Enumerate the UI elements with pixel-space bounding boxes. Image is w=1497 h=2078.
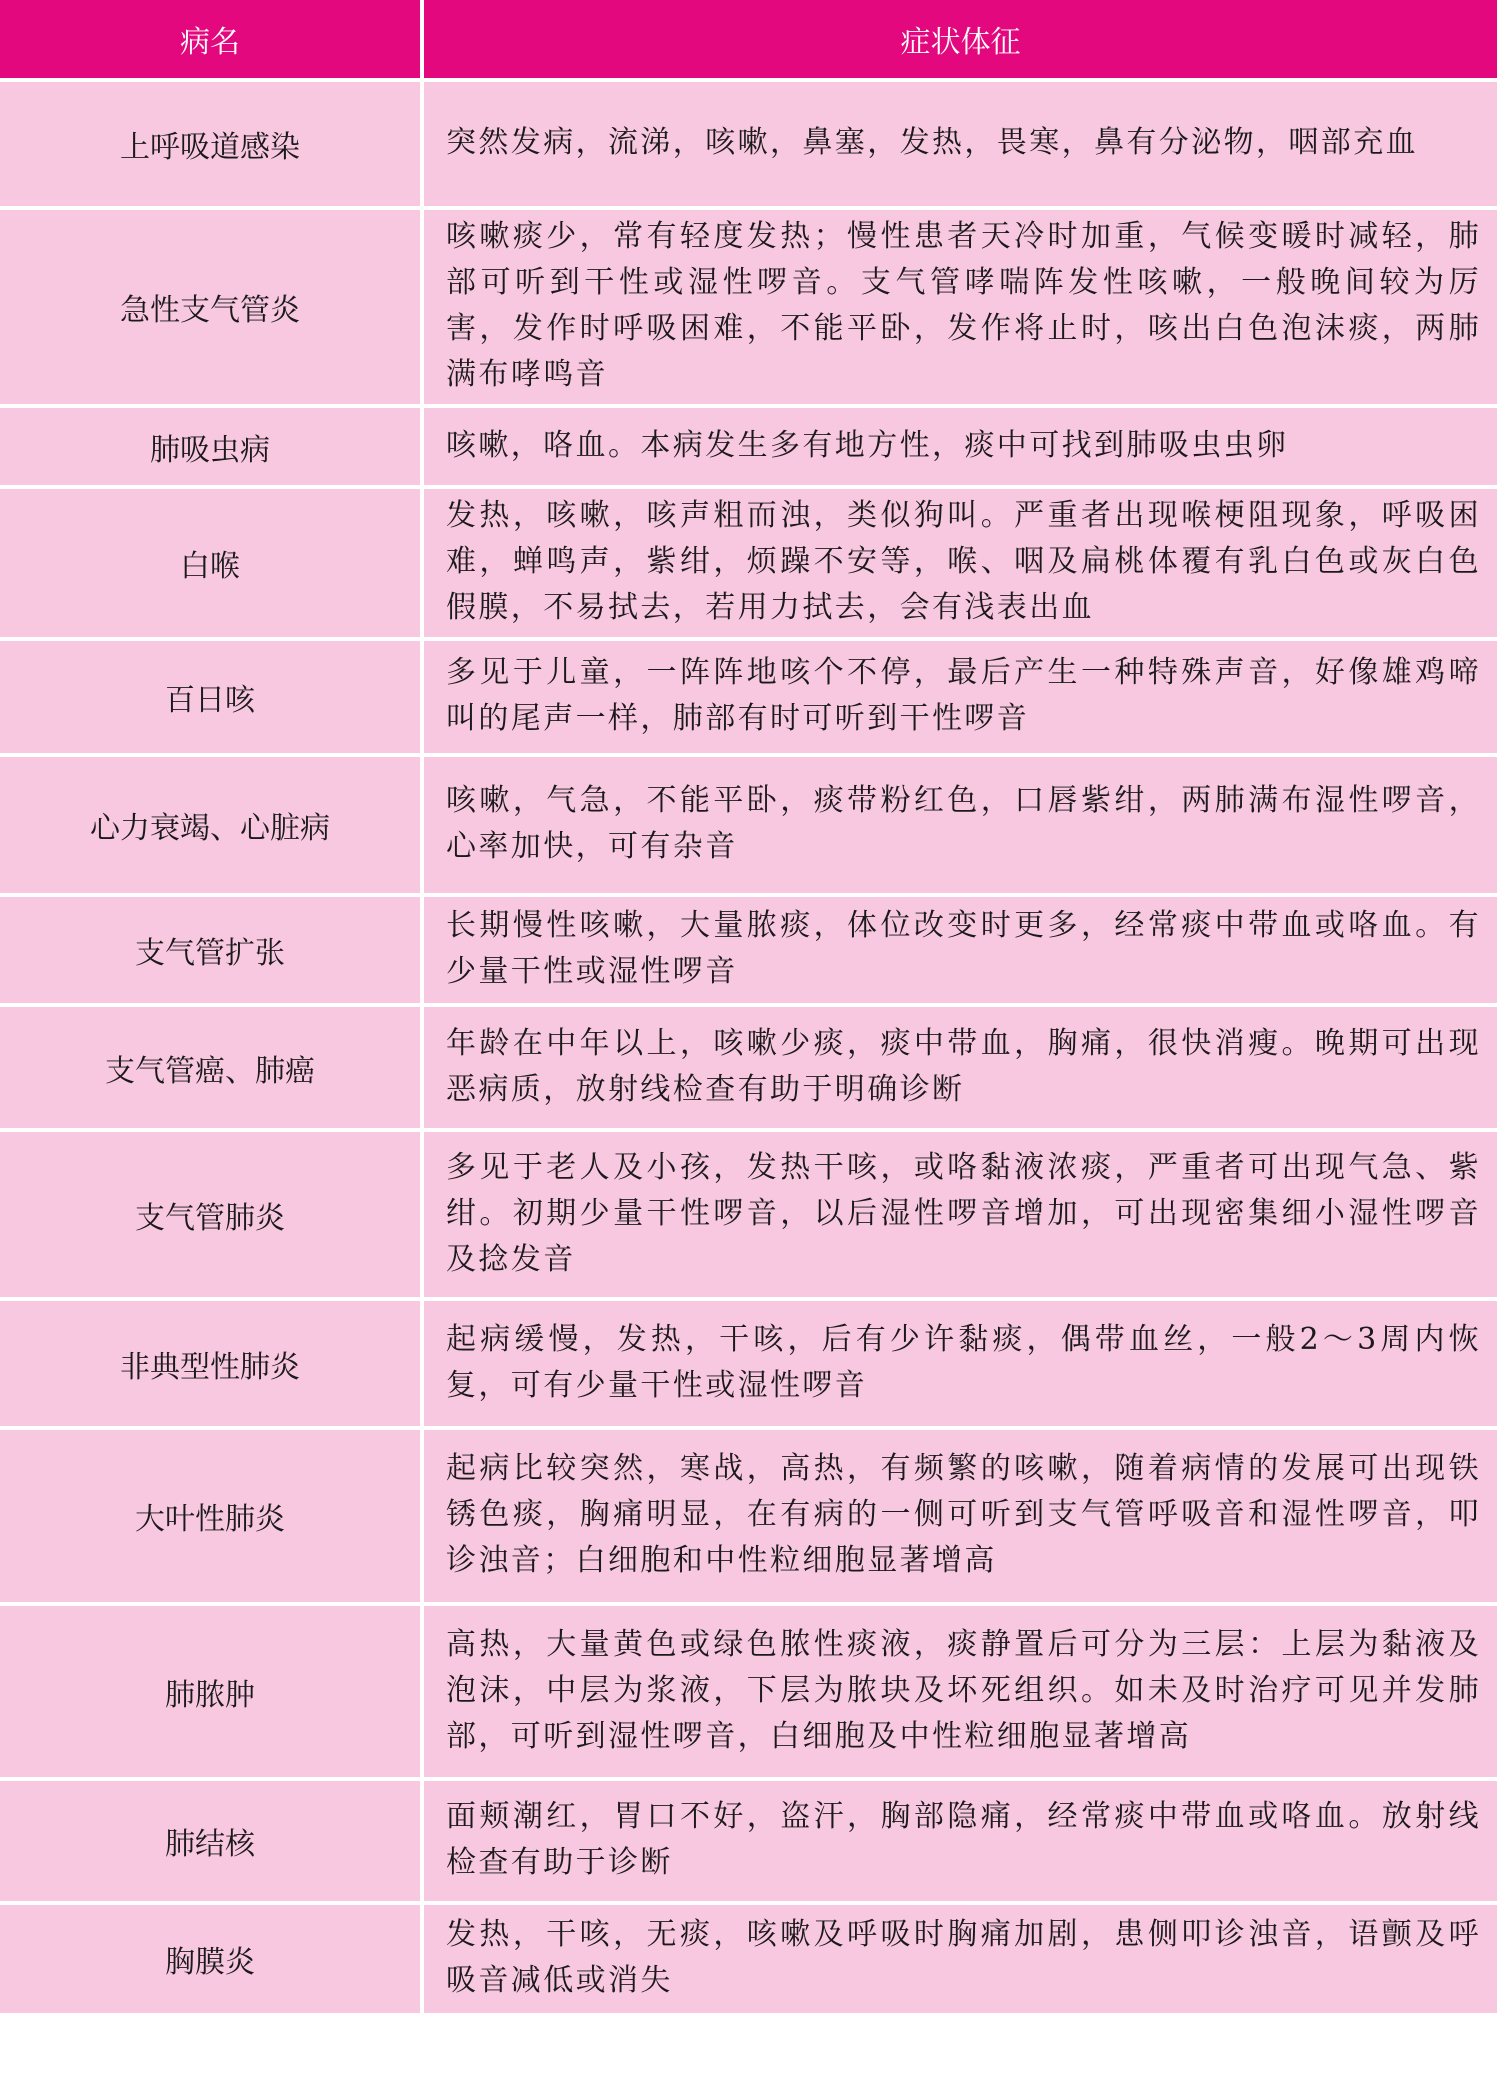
disease-name: 胸膜炎 [0,1905,424,2013]
table-row [0,1007,1497,1132]
disease-name: 肺吸虫病 [0,408,424,489]
header-disease-name: 病名 [0,0,424,82]
symptom-text: 面颊潮红，胃口不好，盗汗，胸部隐痛，经常痰中带血或咯血。放射线检查有助于诊断 [424,1781,1497,1905]
disease-name: 上呼吸道感染 [0,82,424,210]
table-header-row [0,0,1497,82]
disease-name: 肺结核 [0,1781,424,1905]
disease-name: 支气管癌、肺癌 [0,1007,424,1132]
disease-name: 大叶性肺炎 [0,1430,424,1606]
table-row [0,1905,1497,2013]
header-symptoms: 症状体征 [424,0,1497,82]
disease-name: 肺脓肿 [0,1606,424,1781]
symptom-text: 长期慢性咳嗽，大量脓痰，体位改变时更多，经常痰中带血或咯血。有少量干性或湿性啰音 [424,897,1497,1007]
table-row [0,1430,1497,1606]
disease-name: 非典型性肺炎 [0,1301,424,1430]
table-row [0,489,1497,641]
disease-name: 白喉 [0,489,424,641]
symptom-text: 发热，咳嗽，咳声粗而浊，类似狗叫。严重者出现喉梗阻现象，呼吸困难，蝉鸣声，紫绀，烦躁不安等，喉、咽及扁桃体覆有乳白色或灰白色假膜，不易拭去，若用力拭去，会有浅表出血 [424,489,1497,641]
symptom-text: 发热，干咳，无痰，咳嗽及呼吸时胸痛加剧，患侧叩诊浊音，语颤及呼吸音减低或消失 [424,1905,1497,2013]
symptom-text: 突然发病，流涕，咳嗽，鼻塞，发热，畏寒，鼻有分泌物，咽部充血 [424,82,1497,210]
symptom-text: 起病比较突然，寒战，高热，有频繁的咳嗽，随着病情的发展可出现铁锈色痰，胸痛明显，在有病的一侧可听到支气管呼吸音和湿性啰音，叩诊浊音；白细胞和中性粒细胞显著增高 [424,1430,1497,1606]
symptom-text: 咳嗽痰少，常有轻度发热；慢性患者天冷时加重，气候变暖时减轻，肺部可听到干性或湿性啰音。支气管哮喘阵发性咳嗽，一般晚间较为厉害，发作时呼吸困难，不能平卧，发作将止时，咳出白色泡沫痰，两肺满布哮鸣音 [424,210,1497,408]
table-row [0,1606,1497,1781]
table-row [0,757,1497,897]
disease-name: 支气管扩张 [0,897,424,1007]
symptom-text: 高热，大量黄色或绿色脓性痰液，痰静置后可分为三层：上层为黏液及泡沫，中层为浆液，下层为脓块及坏死组织。如未及时治疗可见并发肺部，可听到湿性啰音，白细胞及中性粒细胞显著增高 [424,1606,1497,1781]
table-row [0,1301,1497,1430]
table-row [0,210,1497,408]
symptom-text: 咳嗽，咯血。本病发生多有地方性，痰中可找到肺吸虫虫卵 [424,408,1497,489]
disease-name: 急性支气管炎 [0,210,424,408]
symptom-text: 年龄在中年以上，咳嗽少痰，痰中带血，胸痛，很快消瘦。晚期可出现恶病质，放射线检查有助于明确诊断 [424,1007,1497,1132]
symptom-text: 多见于老人及小孩，发热干咳，或咯黏液浓痰，严重者可出现气急、紫绀。初期少量干性啰音，以后湿性啰音增加，可出现密集细小湿性啰音及捻发音 [424,1132,1497,1301]
symptom-text: 咳嗽，气急，不能平卧，痰带粉红色，口唇紫绀，两肺满布湿性啰音，心率加快，可有杂音 [424,757,1497,897]
table-row [0,641,1497,757]
disease-name: 百日咳 [0,641,424,757]
table-row [0,897,1497,1007]
table-row [0,1132,1497,1301]
disease-name: 心力衰竭、心脏病 [0,757,424,897]
table-row [0,408,1497,489]
table-row [0,1781,1497,1905]
symptom-text: 多见于儿童，一阵阵地咳个不停，最后产生一种特殊声音，好像雄鸡啼叫的尾声一样，肺部有时可听到干性啰音 [424,641,1497,757]
symptom-text: 起病缓慢，发热，干咳，后有少许黏痰，偶带血丝，一般2～3周内恢复，可有少量干性或湿性啰音 [424,1301,1497,1430]
table-row [0,82,1497,210]
disease-name: 支气管肺炎 [0,1132,424,1301]
